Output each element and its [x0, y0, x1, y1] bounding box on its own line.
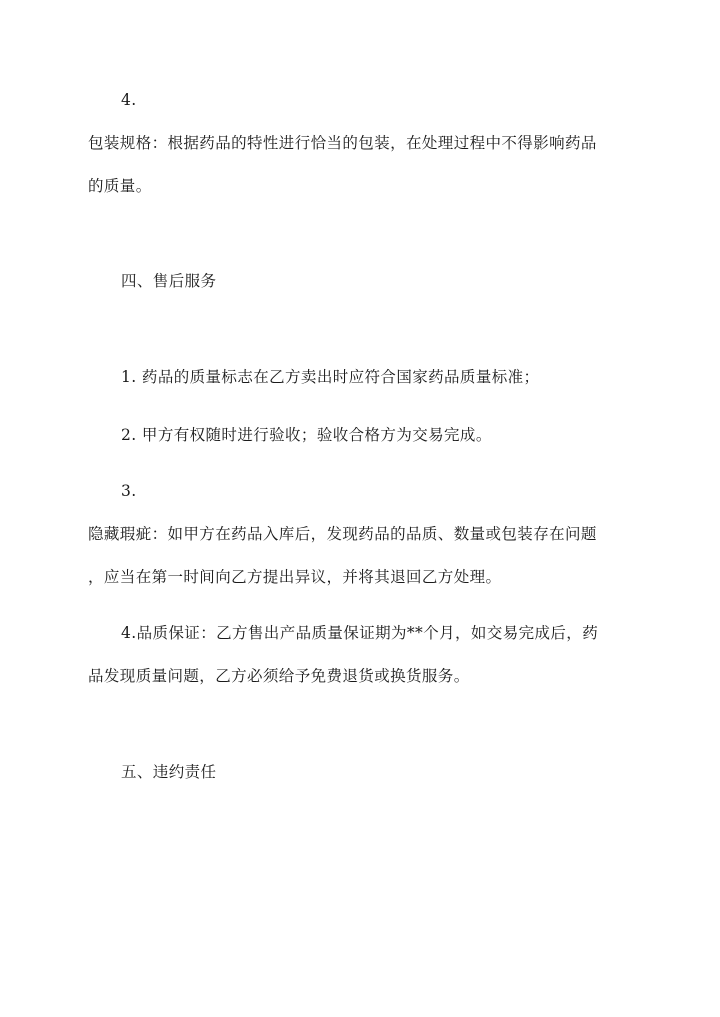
paragraph-line: ，应当在第一时间向乙方提出异议，并将其退回乙方处理。	[88, 568, 502, 586]
list-item: 1. 药品的质量标志在乙方卖出时应符合国家药品质量标准；	[121, 368, 540, 386]
section-heading: 五、违约责任	[121, 763, 217, 781]
paragraph-line: 品发现质量问题，乙方必须给予免费退货或换货服务。	[88, 667, 470, 685]
section-heading: 四、售后服务	[121, 272, 217, 290]
item-number: 3.	[121, 482, 137, 500]
paragraph-line: 4.品质保证：乙方售出产品质量保证期为**个月，如交易完成后，药	[121, 624, 599, 642]
paragraph-line: 隐藏瑕疵：如甲方在药品入库后，发现药品的品质、数量或包装存在问题	[88, 525, 597, 543]
paragraph-line: 包装规格：根据药品的特性进行恰当的包装，在处理过程中不得影响药品	[88, 134, 597, 152]
list-item: 2. 甲方有权随时进行验收；验收合格方为交易完成。	[121, 426, 492, 444]
paragraph-line: 的质量。	[88, 177, 152, 195]
item-number: 4.	[121, 91, 137, 109]
